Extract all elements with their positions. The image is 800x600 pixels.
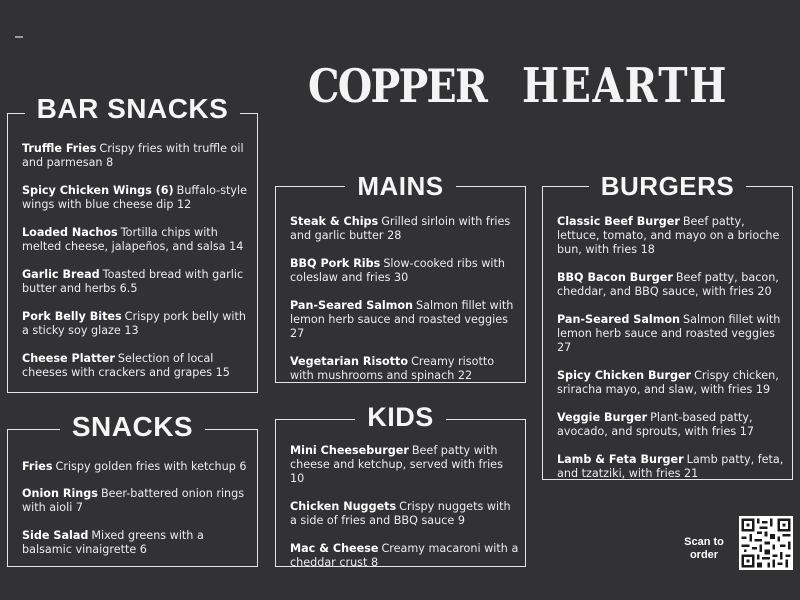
menu-item: Truffle Fries Crispy fries with truffle oil and parmesan 8 — [22, 142, 244, 169]
qr-code-icon[interactable] — [739, 516, 793, 570]
menu-item: BBQ Pork Ribs Slow-cooked ribs with coleslaw and fries 30 — [290, 257, 505, 284]
menu-item: Mac & Cheese Creamy macaroni with a cheddar crust 8 — [290, 542, 519, 569]
restaurant-logo — [308, 56, 768, 116]
mains-panel — [275, 171, 526, 383]
menu-item: Veggie Burger Plant-based patty, avocado, and sprouts, with fries 17 — [557, 411, 754, 438]
menu-item: Side Salad Mixed greens with a balsamic vinaigrette 6 — [22, 529, 204, 556]
logo-word-copper: COPPER — [308, 59, 487, 113]
menu-item: Chicken Nuggets Crispy nuggets with a side of fries and BBQ sauce 9 — [290, 500, 511, 527]
menu-item: Pan-Seared Salmon Salmon fillet with lemon herb sauce and roasted veggies 27 — [290, 299, 514, 340]
decorative-dash — [15, 36, 23, 38]
menu-item: Pork Belly Bites Crispy pork belly with a sticky soy glaze 13 — [22, 310, 246, 337]
kids-panel — [275, 402, 526, 569]
burgers-panel — [542, 171, 793, 480]
menu-item: Spicy Chicken Burger Crispy chicken, sriracha mayo, and slaw, with fries 19 — [557, 369, 779, 396]
menu-item: BBQ Bacon Burger Beef patty, bacon, cheddar, and BBQ sauce, with fries 20 — [557, 271, 779, 298]
snacks-panel — [7, 411, 258, 567]
menu-item: Loaded Nachos Tortilla chips with melted cheese, jalapeños, and salsa 14 — [22, 226, 244, 253]
kids-title: KIDS — [276, 402, 525, 433]
menu-item: Classic Beef Burger Beef patty, lettuce, tomato, and mayo on a brioche bun, with fries 18 — [557, 215, 780, 256]
bar-snacks-panel — [7, 93, 258, 393]
menu-item: Fries Crispy golden fries with ketchup 6 — [22, 460, 247, 473]
menu-item: Mini Cheeseburger Beef patty with cheese and ketchup, served with fries 10 — [290, 444, 503, 485]
menu-item: Cheese Platter Selection of local cheeses with crackers and grapes 15 — [22, 352, 230, 379]
bar-snacks-title: BAR SNACKS — [8, 93, 257, 125]
menu-item: Lamb & Feta Burger Lamb patty, feta, and tzatziki, with fries 21 — [557, 453, 784, 480]
menu-item: Vegetarian Risotto Creamy risotto with mushrooms and spinach 22 — [290, 355, 495, 382]
menu-item: Steak & Chips Grilled sirloin with fries and garlic butter 28 — [290, 215, 511, 242]
menu-item: Onion Rings Beer-battered onion rings with aioli 7 — [22, 487, 245, 514]
menu-item: Garlic Bread Toasted bread with garlic butter and herbs 6.5 — [22, 268, 244, 295]
menu-item: Pan-Seared Salmon Salmon fillet with lemon herb sauce and roasted veggies 27 — [557, 313, 781, 354]
logo-word-hearth: HEARTH — [522, 58, 729, 114]
scan-to-order-label: Scan to order — [684, 536, 724, 561]
snacks-title: SNACKS — [8, 411, 257, 443]
burgers-title: BURGERS — [543, 171, 792, 202]
menu-item: Spicy Chicken Wings (6) Buffalo-style wings with blue cheese dip 12 — [22, 184, 248, 211]
mains-title: MAINS — [276, 171, 525, 202]
